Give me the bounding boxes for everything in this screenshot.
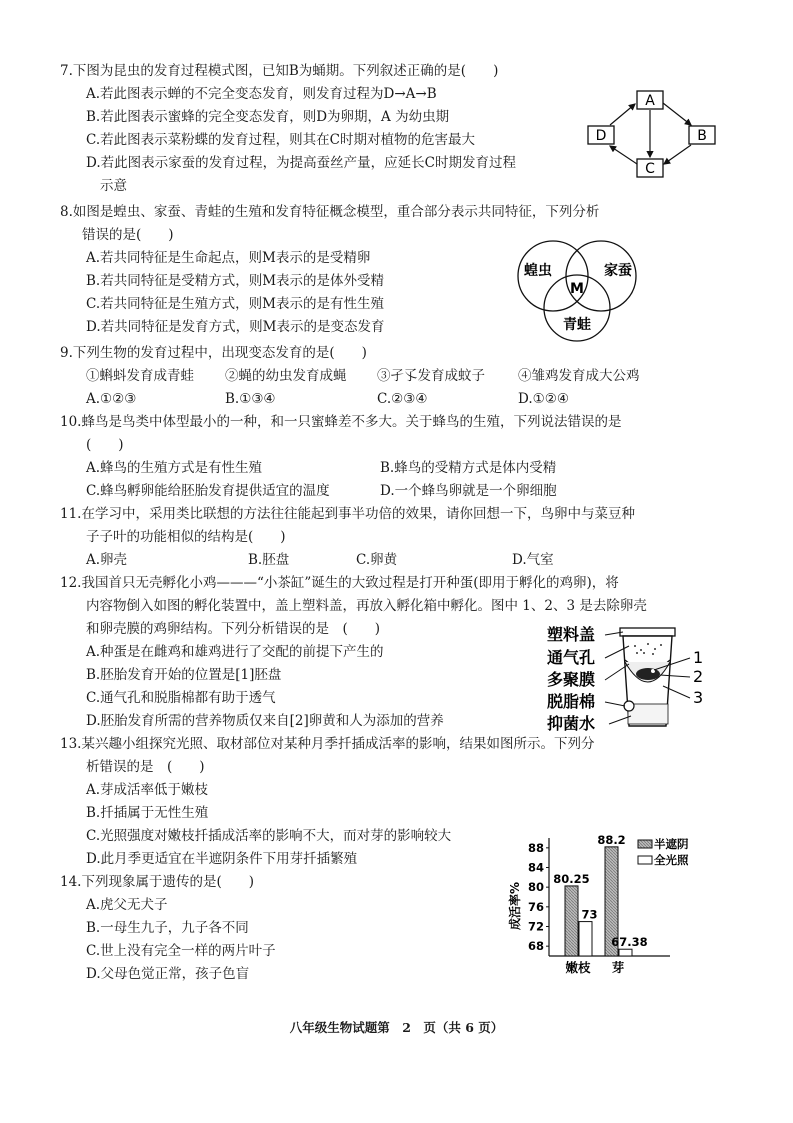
q10-stem-2: ( ) bbox=[86, 437, 124, 453]
q14-option-b: B.一母生九子，九子各不同 bbox=[86, 920, 249, 936]
q9-option-c: C.②③④ bbox=[377, 391, 428, 407]
q14-option-c: C.世上没有完全一样的两片叶子 bbox=[86, 943, 276, 959]
chart-legend-label: 全光照 bbox=[654, 853, 689, 867]
venn-label-left: 蝗虫 bbox=[524, 263, 552, 279]
q8-option-a: A.若共同特征是生命起点，则M表示的是受精卵 bbox=[86, 250, 371, 266]
q7-option-b: B.若此图表示蜜蜂的完全变态发育，则D为卵期，A 为幼虫期 bbox=[86, 109, 450, 125]
incubation-device-figure bbox=[545, 622, 715, 732]
chart-data-label: 80.25 bbox=[553, 871, 590, 886]
q14-option-d: D.父母色觉正常，孩子色盲 bbox=[86, 966, 250, 982]
q13-option-d: D.此月季更适宜在半遮阴条件下用芽扦插繁殖 bbox=[86, 851, 358, 867]
q11-option-d: D.气室 bbox=[512, 552, 554, 568]
chart-y-tick-label: 88 bbox=[527, 840, 544, 855]
label-antibacterial-water: 抑菌水 bbox=[547, 714, 596, 732]
venn-diagram bbox=[498, 238, 658, 343]
stage-a-label: A bbox=[645, 93, 655, 109]
stage-d-label: D bbox=[595, 128, 607, 144]
cotton-plug-shape bbox=[624, 701, 634, 711]
chart-y-tick-label: 84 bbox=[527, 860, 544, 875]
chart-legend-label: 半遮阴 bbox=[654, 837, 689, 851]
arrow-c-d bbox=[610, 146, 637, 164]
chart-legend bbox=[638, 837, 689, 867]
q10-option-c: C.蜂鸟孵卵能给胚胎发育提供适宜的温度 bbox=[86, 483, 330, 499]
q7-option-d: D.若此图表示家蚕的发育过程，为提高蚕丝产量，应延长C时期发育过程 bbox=[86, 155, 516, 171]
chart-x-tick-label: 嫩枝 bbox=[565, 960, 591, 975]
q13-stem-2: 析错误的是 ( ) bbox=[86, 759, 205, 775]
q9-item-1: ①蝌蚪发育成青蛙 bbox=[86, 368, 194, 384]
chart-data-label: 67.38 bbox=[611, 935, 648, 950]
q11-option-a: A.卵壳 bbox=[86, 552, 128, 568]
structure-number-2: 2 bbox=[693, 667, 704, 686]
page-footer: 八年级生物试题第 2 页（共 6 页） bbox=[289, 1020, 504, 1035]
label-air-hole: 通气孔 bbox=[547, 648, 596, 667]
chart-y-tick-label: 76 bbox=[527, 899, 544, 914]
stage-b-label: B bbox=[697, 128, 707, 144]
q9-option-d: D.①②④ bbox=[518, 391, 569, 407]
q10-stem-1: 10.蜂鸟是鸟类中体型最小的一种，和一只蜜蜂差不多大。关于蜂鸟的生殖，下列说法错误的是 bbox=[60, 414, 622, 430]
survival-rate-chart bbox=[505, 828, 720, 976]
arrow-b-c bbox=[664, 145, 691, 164]
q12-option-b: B.胚胎发育开始的位置是[1]胚盘 bbox=[86, 667, 282, 683]
chart-y-axis-label: 成活率% bbox=[508, 881, 522, 931]
chart-y-tick-label: 80 bbox=[527, 880, 544, 895]
chart-bar bbox=[619, 949, 632, 956]
chart-data-label: 88.2 bbox=[597, 832, 626, 847]
q10-option-d: D.一个蜂鸟卵就是一个卵细胞 bbox=[380, 483, 557, 499]
chart-y-tick-label: 68 bbox=[527, 939, 544, 954]
q12-option-a: A.种蛋是在雌鸡和雄鸡进行了交配的前提下产生的 bbox=[86, 644, 384, 660]
chart-x-tick-label: 芽 bbox=[611, 960, 625, 975]
q13-option-a: A.芽成活率低于嫩枝 bbox=[86, 782, 209, 798]
label-plastic-lid: 塑料盖 bbox=[547, 625, 596, 644]
chart-y-ticks bbox=[528, 841, 549, 953]
q13-stem-1: 13.某兴趣小组探究光照、取材部位对某种月季扦插成活率的影响，结果如图所示。下列分 bbox=[60, 736, 595, 752]
q7-option-c: C.若此图表示菜粉蝶的发育过程，则其在C时期对植物的危害最大 bbox=[86, 132, 475, 148]
q9-item-2: ②蝇的幼虫发育成蝇 bbox=[225, 368, 347, 384]
chart-bars bbox=[553, 833, 647, 956]
q11-option-c: C.卵黄 bbox=[356, 552, 398, 568]
q7-option-a: A.若此图表示蝉的不完全变态发育，则发育过程为D→A→B bbox=[86, 86, 437, 102]
chart-x-labels bbox=[565, 960, 624, 975]
q10-option-b: B.蜂鸟的受精方式是体内受精 bbox=[380, 460, 557, 476]
q12-stem-1: 12.我国首只无壳孵化小鸡———“小茶缸”诞生的大致过程是打开种蛋(即用于孵化的鸡卵)，将 bbox=[60, 575, 619, 591]
q8-option-d: D.若共同特征是发育方式，则M表示的是变态发育 bbox=[86, 319, 385, 335]
venn-label-center: M bbox=[570, 281, 584, 297]
q14-option-a: A.虎父无犬子 bbox=[86, 897, 168, 913]
q8-option-b: B.若共同特征是受精方式，则M表示的是体外受精 bbox=[86, 273, 385, 289]
q9-option-b: B.①③④ bbox=[225, 391, 276, 407]
q13-option-b: B.扦插属于无性生殖 bbox=[86, 805, 209, 821]
q9-item-4: ④雏鸡发育成大公鸡 bbox=[518, 368, 640, 384]
label-cotton: 脱脂棉 bbox=[547, 692, 596, 711]
structure-number-1: 1 bbox=[693, 648, 704, 667]
q7-option-d-cont: 示意 bbox=[100, 178, 127, 194]
arrow-d-a bbox=[610, 104, 635, 125]
q8-option-c: C.若共同特征是生殖方式，则M表示的是有性生殖 bbox=[86, 296, 384, 312]
label-polymer-film: 多聚膜 bbox=[547, 670, 596, 689]
chart-legend-swatch bbox=[638, 856, 652, 864]
chart-bar bbox=[579, 922, 592, 956]
q10-option-a: A.蜂鸟的生殖方式是有性生殖 bbox=[86, 460, 263, 476]
q8-stem-2: 错误的是( ) bbox=[82, 227, 174, 243]
q12-stem-2: 内容物倒入如图的孵化装置中，盖上塑料盖，再放入孵化箱中孵化。图中 1、2、3 是去除卵壳 bbox=[86, 598, 647, 614]
venn-label-bottom: 青蛙 bbox=[563, 317, 591, 333]
chart-y-tick-label: 72 bbox=[527, 919, 544, 934]
chart-bar bbox=[565, 886, 578, 956]
q14-stem: 14.下列现象属于遗传的是( ) bbox=[60, 874, 255, 890]
stage-c-label: C bbox=[645, 161, 655, 177]
q11-option-b: B.胚盘 bbox=[248, 552, 290, 568]
q9-option-a: A.①②③ bbox=[86, 391, 137, 407]
yolk-shape bbox=[636, 668, 660, 680]
structure-number-3: 3 bbox=[693, 688, 704, 707]
q12-option-c: C.通气孔和脱脂棉都有助于透气 bbox=[86, 690, 276, 706]
q11-stem-2: 子子叶的功能相似的结构是( ) bbox=[86, 529, 286, 545]
insect-cycle-diagram bbox=[585, 88, 720, 183]
q9-stem: 9.下列生物的发育过程中，出现变态发育的是( ) bbox=[60, 345, 367, 361]
q8-stem-1: 8.如图是蝗虫、家蚕、青蛙的生殖和发育特征概念模型，重合部分表示共同特征，下列分析 bbox=[60, 204, 600, 220]
q12-stem-3: 和卵壳膜的鸡卵结构。下列分析错误的是 ( ) bbox=[86, 621, 381, 637]
venn-label-right: 家蚕 bbox=[604, 263, 632, 279]
chart-data-label: 73 bbox=[581, 907, 598, 922]
chart-legend-swatch bbox=[638, 840, 652, 848]
arrow-a-b bbox=[663, 103, 691, 125]
q7-stem: 7.下图为昆虫的发育过程模式图，已知B为蛹期。下列叙述正确的是( ) bbox=[60, 63, 499, 79]
q9-item-3: ③孑孓发育成蚊子 bbox=[377, 368, 485, 384]
q13-option-c: C.光照强度对嫩枝扦插成活率的影响不大，而对芽的影响较大 bbox=[86, 828, 452, 844]
q11-stem-1: 11.在学习中，采用类比联想的方法往往能起到事半功倍的效果，请你回想一下，鸟卵中与菜豆种 bbox=[60, 506, 635, 522]
q12-option-d: D.胚胎发育所需的营养物质仅来自[2]卵黄和人为添加的营养 bbox=[86, 713, 444, 729]
lid-shape bbox=[620, 628, 675, 636]
